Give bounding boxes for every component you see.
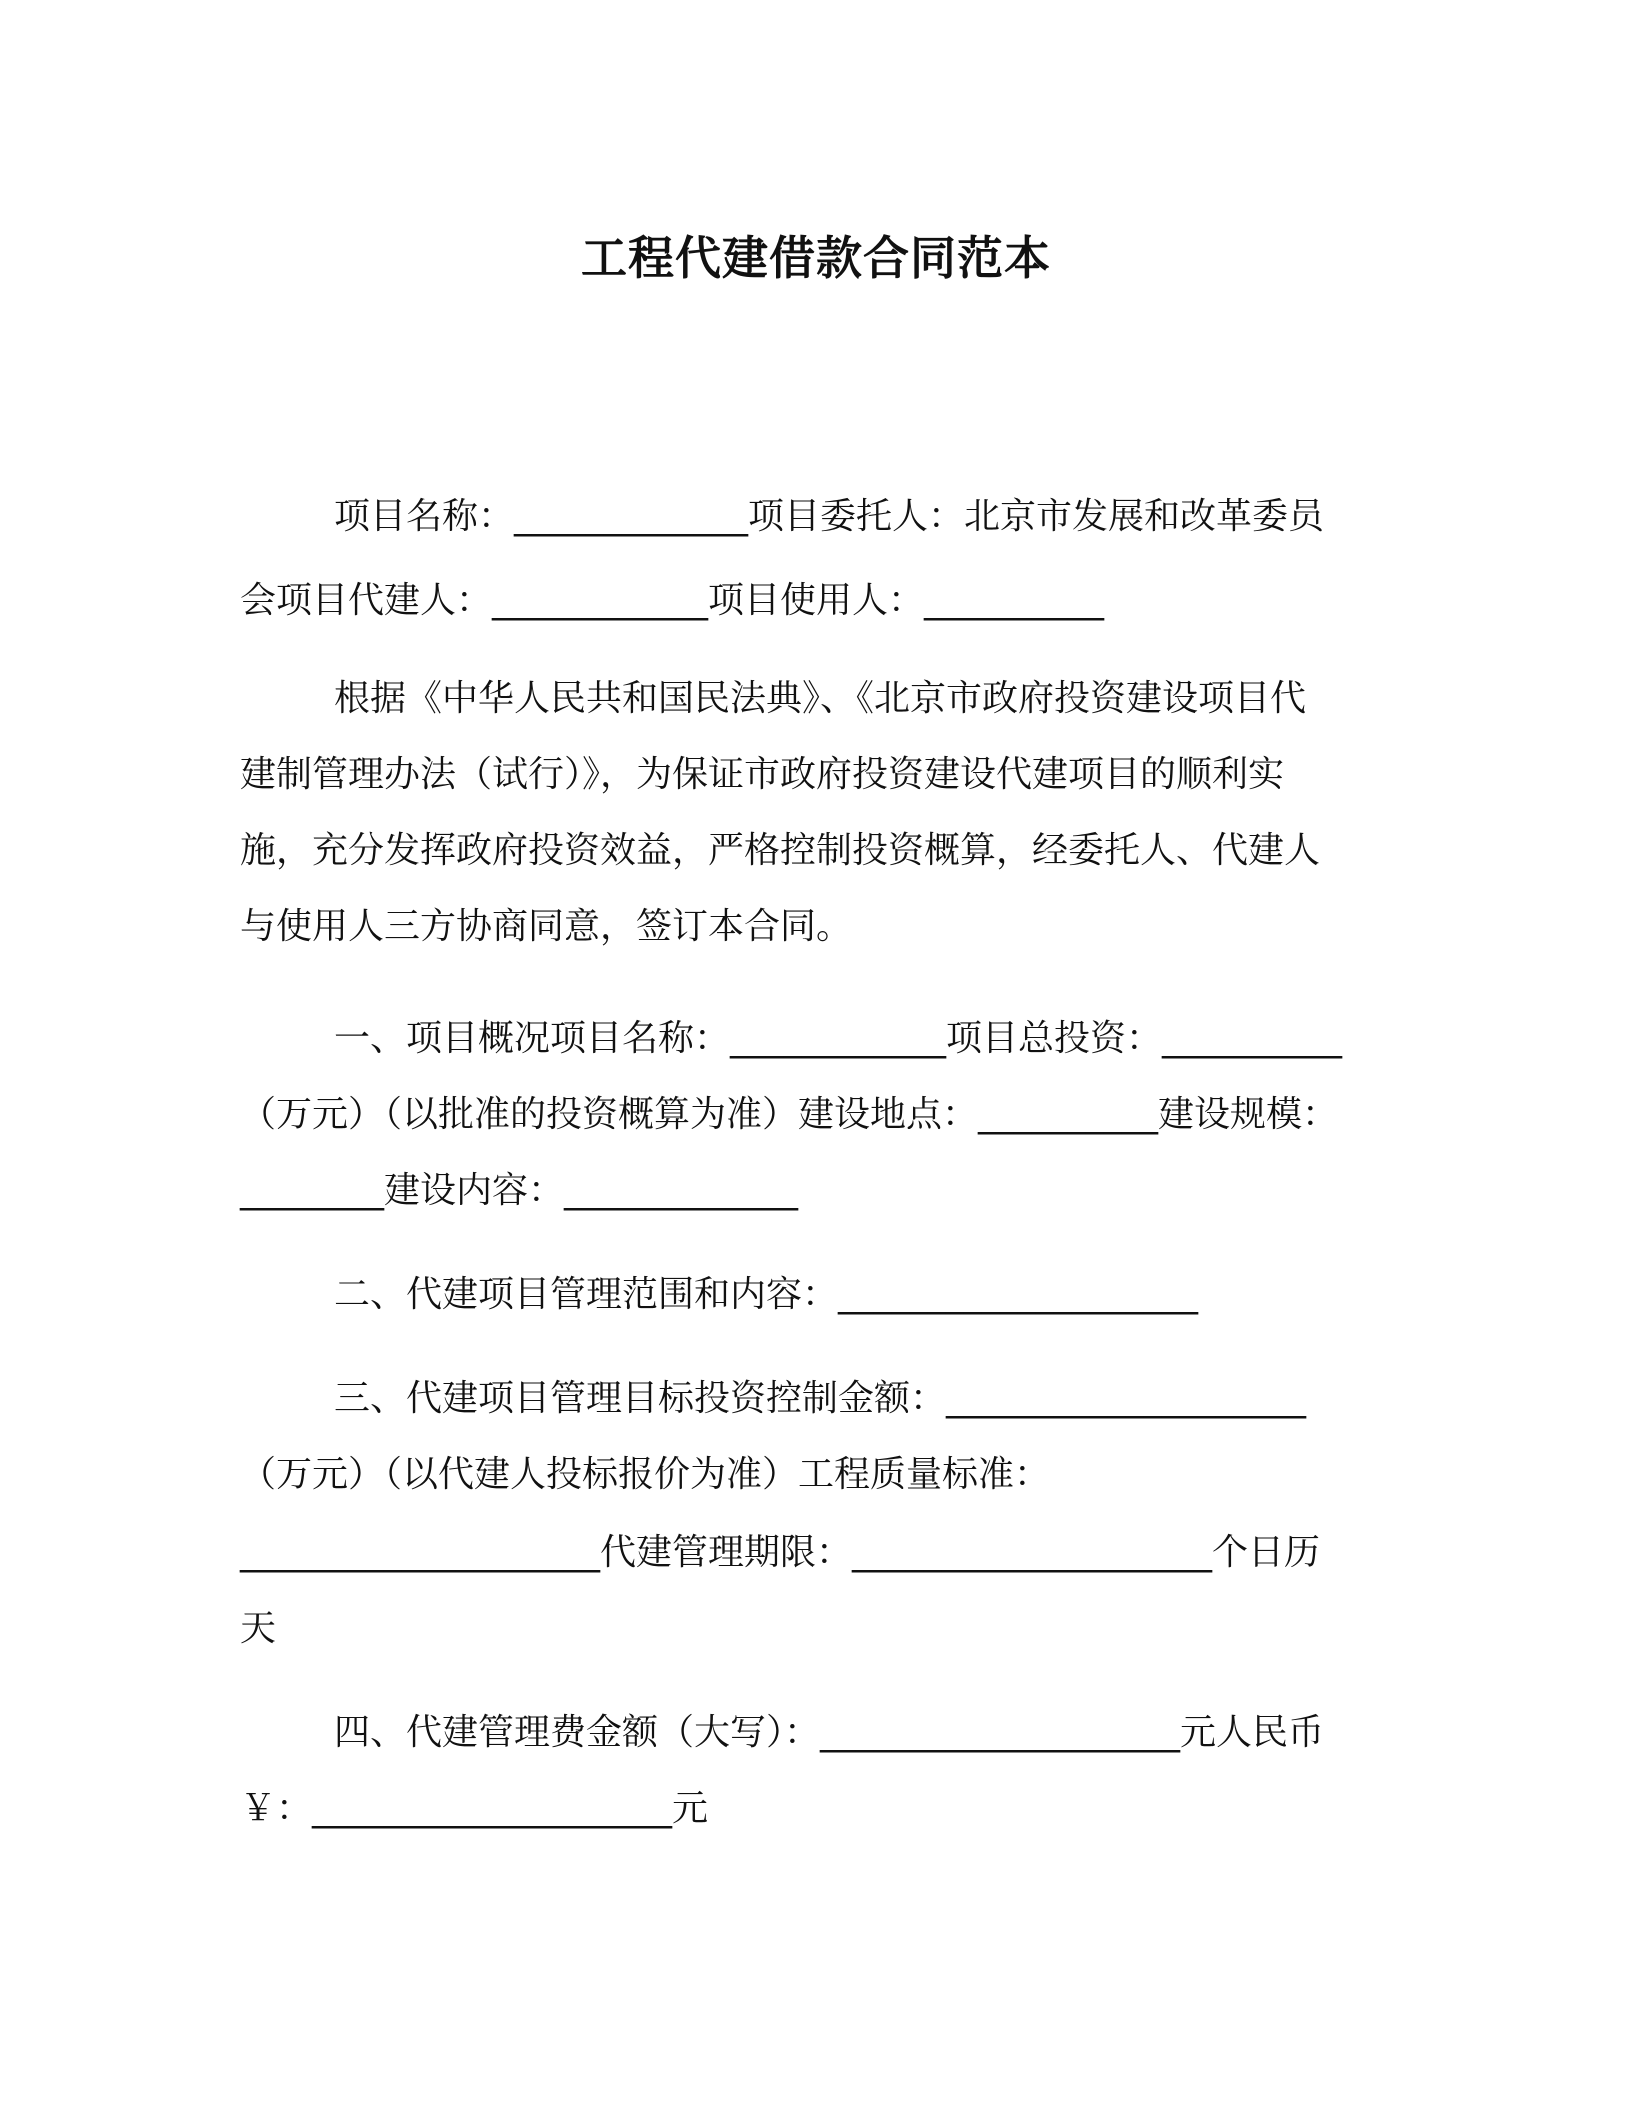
text-line: 三、代建项目管理目标投资控制金额：____________________ bbox=[334, 1378, 1307, 1419]
text-line: 建制管理办法（试行）》，为保证市政府投资建设代建项目的顺利实 bbox=[240, 754, 1285, 795]
text-line: ____________________代建管理期限：____________________个日历 bbox=[240, 1532, 1321, 1573]
text-line: 与使用人三方协商同意，签订本合同。 bbox=[240, 906, 853, 947]
text-line: 项目名称：_____________项目委托人：北京市发展和改革委员 bbox=[334, 496, 1325, 537]
text-line: 一、项目概况项目名称：____________项目总投资：__________ bbox=[334, 1018, 1343, 1059]
text-line: 根据《中华人民共和国民法典》、《北京市政府投资建设项目代 bbox=[334, 678, 1307, 719]
text-line: 四、代建管理费金额（大写）：____________________元人民币 bbox=[334, 1712, 1325, 1753]
text-line: 天 bbox=[240, 1608, 277, 1649]
text-line: （万元）（以代建人投标报价为准）工程质量标准： bbox=[240, 1454, 1051, 1495]
text-line: （万元）（以批准的投资概算为准）建设地点：__________建设规模： bbox=[240, 1094, 1339, 1135]
text-line: 施，充分发挥政府投资效益，严格控制投资概算，经委托人、代建人 bbox=[240, 830, 1321, 871]
text-line: 二、代建项目管理范围和内容：____________________ bbox=[334, 1274, 1199, 1315]
document-title: 工程代建借款合同范本 bbox=[581, 231, 1051, 285]
text-line: ________建设内容：_____________ bbox=[240, 1170, 799, 1211]
text-line: ￥：____________________元 bbox=[240, 1788, 709, 1829]
text-line: 会项目代建人：____________项目使用人：__________ bbox=[240, 580, 1105, 621]
